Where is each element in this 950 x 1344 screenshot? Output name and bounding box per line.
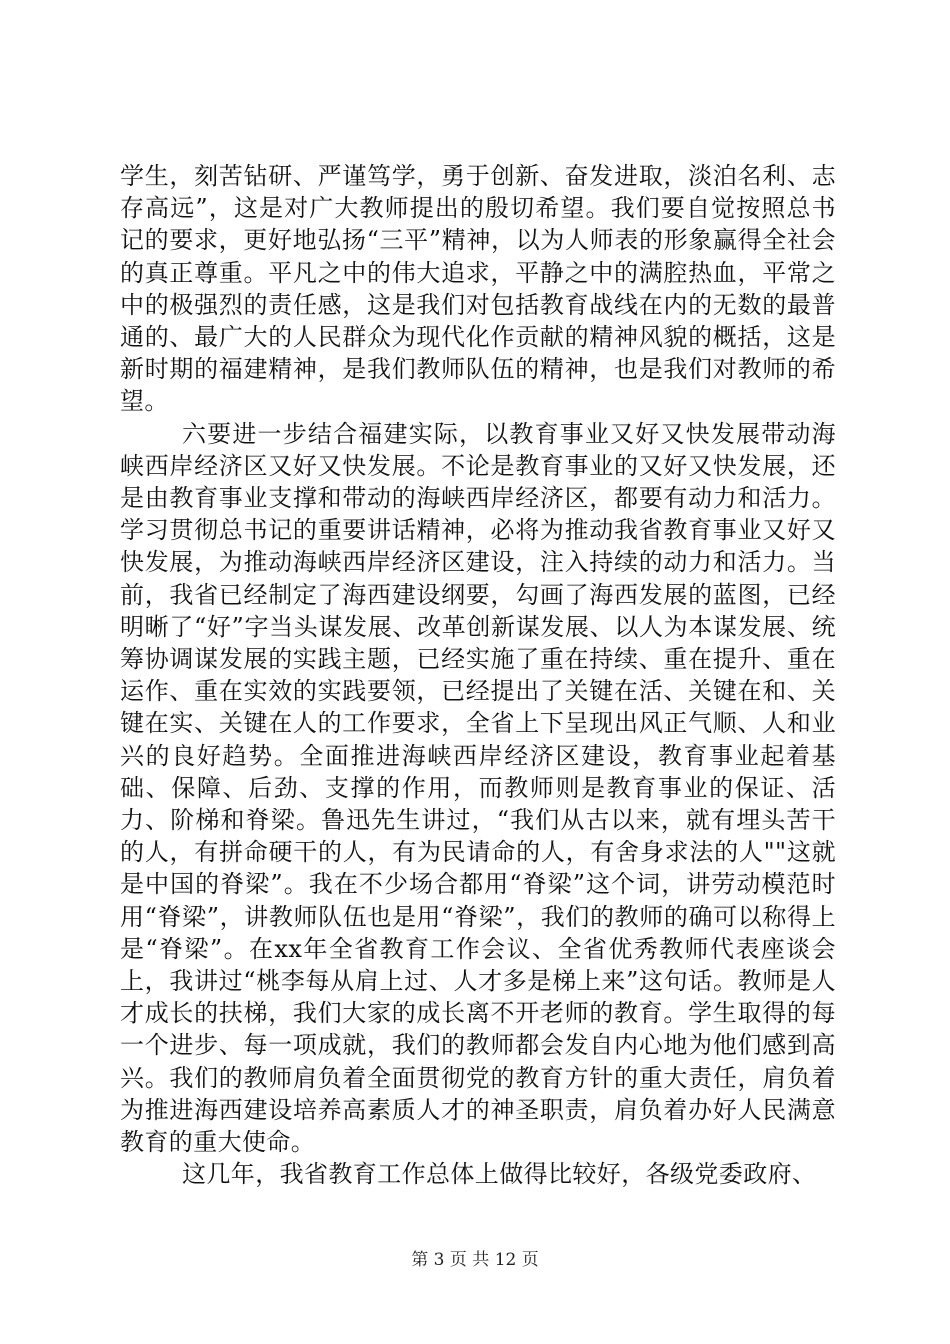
paragraph-recent-years: 这几年，我省教育工作总体上做得比较好，各级党委政府、 bbox=[182, 1160, 817, 1189]
page-number-footer: 第 3 页 共 12 页 bbox=[411, 1250, 539, 1270]
body-text bbox=[120, 160, 836, 1191]
paragraph-continued: 学生，刻苦钻研、严谨笃学，勇于创新、奋发进取，淡泊名利、志存高远”，这是对广大教师提出的殷切希望。我们要自觉按照总书记的要求，更好地弘扬“三平”精神，以为人师表的形象赢得全社会的真正尊重。平凡之中的伟大追求，平静之中的满腔热血，平常之中的极强烈的责任感，这是我们对包括教育战线在内的无数的最普通的、最广大的人民群众为现代化作贡献的精神风貌的概括，这是新时期的福建精神，是我们教师队伍的精神，也是我们对教师的希望。 bbox=[120, 162, 836, 416]
paragraph-six-requirements: 六要进一步结合福建实际，以教育事业又好又快发展带动海峡西岸经济区又好又快发展。不论是教育事业的又好又快发展，还是由教育事业支撑和带动的海峡西岸经济区，都要有动力和活力。学习贯彻总书记的重要讲话精神，必将为推动我省教育事业又好又快发展，为推动海峡西岸经济区建设，注入持续的动力和活力。当前，我省已经制定了海西建设纲要，勾画了海西发展的蓝图，已经明晰了“好”字当头谋发展、改革创新谋发展、以人为本谋发展、统筹协调谋发展的实践主题，已经实施了重在持续、重在提升、重在运作、重在实效的实践要领，已经提出了关键在活、关键在和、关键在实、关键在人的工作要求，全省上下呈现出风正气顺、人和业兴的良好趋势。全面推进海峡西岸经济区建设，教育事业起着基础、保障、后劲、支撑的作用，而教师则是教育事业的保证、活力、阶梯和脊梁。鲁迅先生讲过，“我们从古以来，就有埋头苦干的人，有拼命硬干的人，有为民请命的人，有舍身求法的人""这就是中国的脊梁”。我在不少场合都用“脊梁”这个词，讲劳动模范时用“脊梁”，讲教师队伍也是用“脊梁”，我们的教师的确可以称得上是“脊梁”。在xx年全省教育工作会议、全省优秀教师代表座谈会上，我讲过“桃李每从肩上过、人才多是梯上来”这句话。教师是人才成长的扶梯，我们大家的成长离不开老师的教育。学生取得的每一个进步、每一项成就，我们的教师都会发自内心地为他们感到高兴。我们的教师肩负着全面贯彻党的教育方针的重大责任，肩负着为推进海西建设培养高素质人才的神圣职责，肩负着办好人民满意教育的重大使命。 bbox=[120, 419, 836, 1157]
